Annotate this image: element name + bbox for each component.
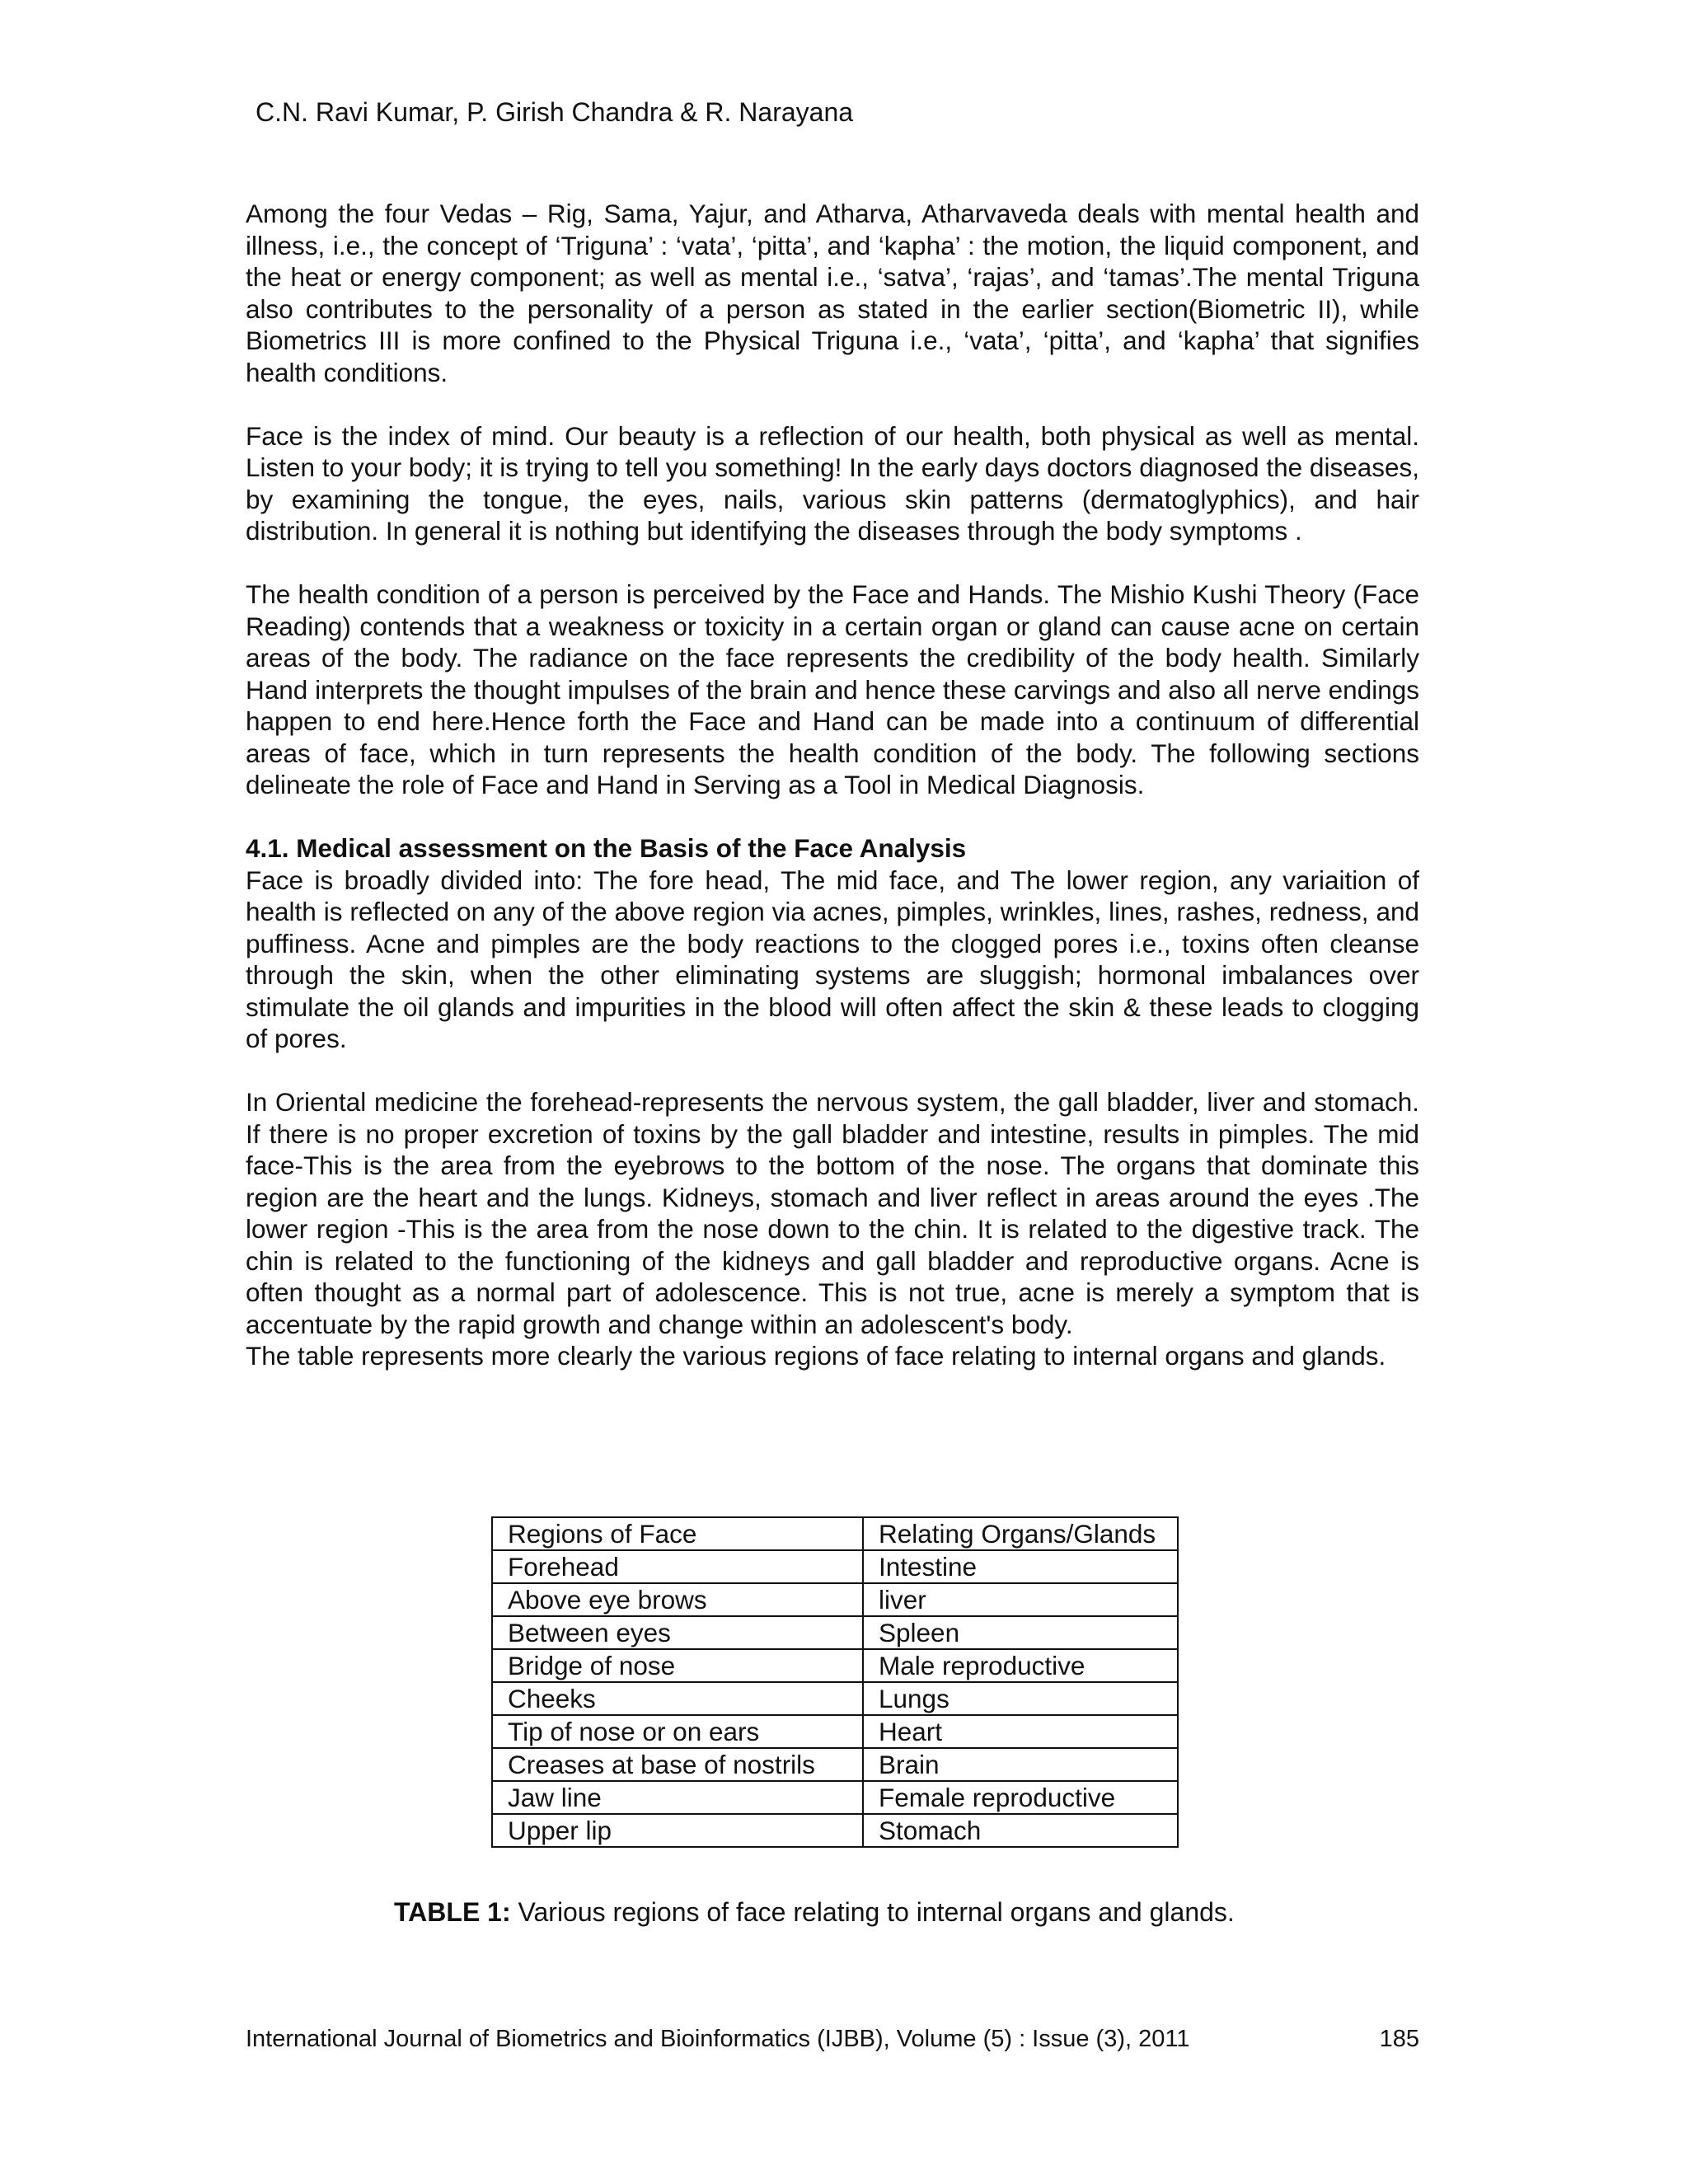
- table-header-cell: Relating Organs/Glands: [863, 1517, 1178, 1550]
- table-caption: [394, 1896, 1235, 1929]
- table-cell-organ: liver: [863, 1583, 1178, 1616]
- table-row: [492, 1748, 1178, 1781]
- footer-journal: International Journal of Biometrics and Bioinformatics (IJBB), Volume (5) : Issue (3), 2011: [246, 2026, 1190, 2052]
- page-number: 185: [1379, 2026, 1419, 2052]
- table-cell-region: Tip of nose or on ears: [492, 1715, 863, 1748]
- table-cell-region: Upper lip: [492, 1814, 863, 1847]
- table-cell-region: Forehead: [492, 1550, 863, 1583]
- body-text: [246, 198, 1419, 1372]
- paragraph-face-index: Face is the index of mind. Our beauty is a reflection of our health, both physical as well as mental. Listen to your body; it is trying to tell you something! In the early days doctors diagnosed the diseases, by examining the tongue, the eyes, nails, various skin patterns (dermatoglyphics), and hair distribution. In general it is nothing but identifying the diseases through the body symptoms .: [246, 420, 1419, 546]
- table-cell-region: Jaw line: [492, 1781, 863, 1814]
- table-caption-text: Various regions of face relating to internal organs and glands.: [510, 1897, 1235, 1927]
- table-cell-organ: Intestine: [863, 1550, 1178, 1583]
- table-cell-organ: Female reproductive: [863, 1781, 1178, 1814]
- table-cell-organ: Male reproductive: [863, 1649, 1178, 1682]
- section-heading: 4.1. Medical assessment on the Basis of the Face Analysis: [246, 833, 967, 863]
- page-footer: [246, 2024, 1419, 2054]
- table-row: [492, 1550, 1178, 1583]
- face-regions-table: [491, 1516, 1179, 1848]
- table-cell-organ: Lungs: [863, 1682, 1178, 1715]
- table-row: [492, 1715, 1178, 1748]
- table-cell-organ: Spleen: [863, 1616, 1178, 1649]
- table-cell-region: Above eye brows: [492, 1583, 863, 1616]
- table-row: [492, 1781, 1178, 1814]
- table-cell-region: Creases at base of nostrils: [492, 1748, 863, 1781]
- table-cell-region: Bridge of nose: [492, 1649, 863, 1682]
- table-row: [492, 1682, 1178, 1715]
- table-cell-organ: Brain: [863, 1748, 1178, 1781]
- table-cell-region: Between eyes: [492, 1616, 863, 1649]
- table-row: [492, 1616, 1178, 1649]
- table-row: [492, 1649, 1178, 1682]
- running-header-authors: C.N. Ravi Kumar, P. Girish Chandra & R. Narayana: [256, 97, 854, 127]
- table-header-row: [492, 1517, 1178, 1550]
- table-cell-organ: Stomach: [863, 1814, 1178, 1847]
- table-caption-label: TABLE 1:: [394, 1897, 511, 1927]
- paragraph-health-condition: The health condition of a person is perceived by the Face and Hands. The Mishio Kushi Theory (Face Reading) contends that a weakness or toxicity in a certain organ or gland can cause acne on certain areas of the body. The radiance on the face represents the credibility of the body health. Similarly Hand interprets the thought impulses of the brain and hence these carvings and also all nerve endings happen to end here.Hence forth the Face and Hand can be made into a continuum of differential areas of face, which in turn represents the health condition of the body. The following sections delineate the role of Face and Hand in Serving as a Tool in Medical Diagnosis.: [246, 579, 1419, 799]
- table-cell-region: Cheeks: [492, 1682, 863, 1715]
- table-row: [492, 1583, 1178, 1616]
- paragraph-vedas: Among the four Vedas – Rig, Sama, Yajur, and Atharva, Atharvaveda deals with mental health and illness, i.e., the concept of ‘Triguna’ : ‘vata’, ‘pitta’, and ‘kapha’ : the motion, the liquid component, and the heat or energy component; as well as mental i.e., ‘satva’, ‘rajas’, and ‘tamas’.The mental Triguna also contributes to the personality of a person as stated in the earlier section(Biometric II), while Biometrics III is more confined to the Physical Triguna i.e., ‘vata’, ‘pitta’, and ‘kapha’ that signifies health conditions.: [246, 199, 1419, 387]
- table-header-cell: Regions of Face: [492, 1517, 863, 1550]
- table-cell-organ: Heart: [863, 1715, 1178, 1748]
- paragraph-oriental-medicine: In Oriental medicine the forehead-represents the nervous system, the gall bladder, liver and stomach. If there is no proper excretion of toxins by the gall bladder and intestine, results in pimples. The mid face-This is the area from the eyebrows to the bottom of the nose. The organs that dominate this region are the heart and the lungs. Kidneys, stomach and liver reflect in areas around the eyes .The lower region -This is the area from the nose down to the chin. It is related to the digestive track. The chin is related to the functioning of the kidneys and gall bladder and reproductive organs. Acne is often thought as a normal part of adolescence. This is not true, acne is merely a symptom that is accentuate by the rapid growth and change within an adolescent's body.: [246, 1087, 1419, 1339]
- paragraph-face-division: Face is broadly divided into: The fore head, The mid face, and The lower region, any variaition of health is reflected on any of the above region via acnes, pimples, wrinkles, lines, rashes, redness, and puffiness. Acne and pimples are the body reactions to the clogged pores i.e., toxins often cleanse through the skin, when the other eliminating systems are sluggish; hormonal imbalances over stimulate the oil glands and impurities in the blood will often affect the skin & these leads to clogging of pores.: [246, 865, 1419, 1053]
- table-row: [492, 1814, 1178, 1847]
- paragraph-table-intro: The table represents more clearly the various regions of face relating to internal organs and glands.: [246, 1341, 1386, 1371]
